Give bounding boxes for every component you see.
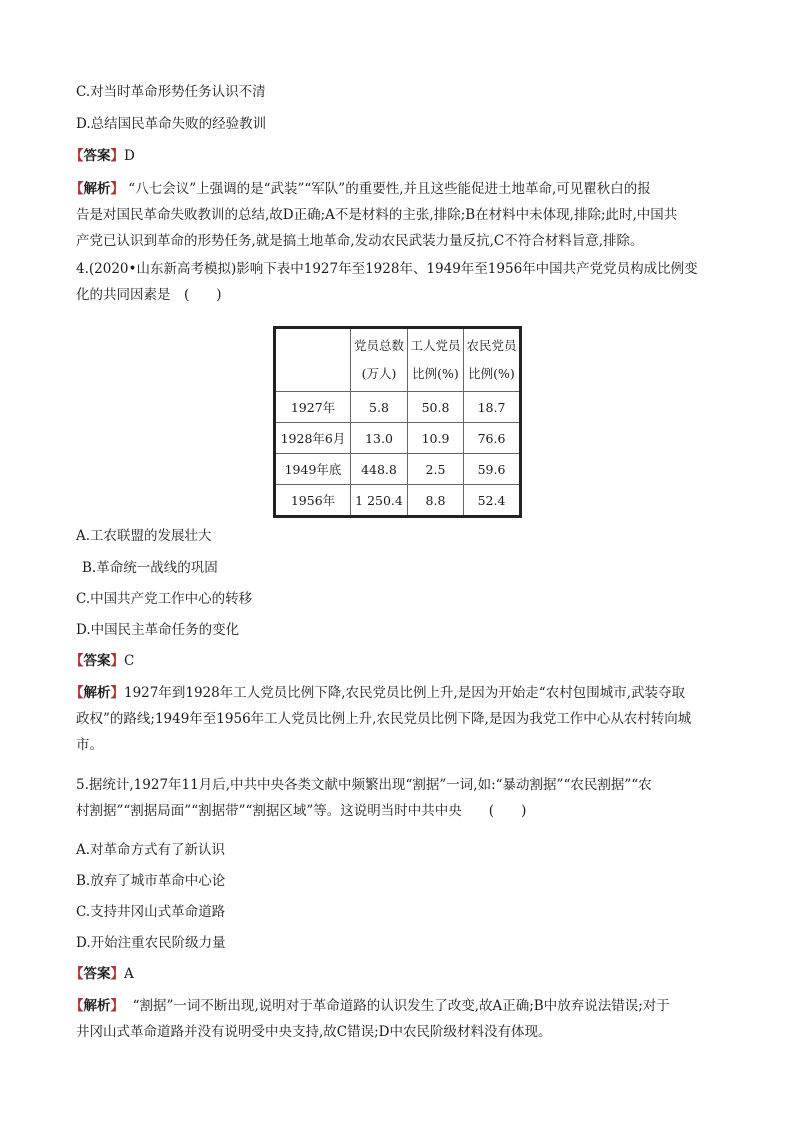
q3-answer: 【答案】D [70, 148, 135, 164]
table-row [275, 485, 521, 517]
table-cell: 1927年 [275, 392, 351, 423]
analysis-line: 1927年到1928年工人党员比例下降,农民党员比例上升,是因为开始走“农村包围城市,武装夺取 [124, 685, 685, 701]
q5-analysis: 【解析】 “割据”一词不断出现,说明对于革命道路的认识发生了改变,故A正确;B中放弃说法错误;对于 井冈山式革命道路并没有说明受中央支持,故C错误;D中农民阶级材料没有体现。 [70, 993, 710, 1045]
question-stem-line: 5.据统计,1927年11月后,中共中央各类文献中频繁出现“割据”一词,如:“暴动割据”“农民割据”“农 [76, 777, 652, 793]
q5-answer: 【答案】A [70, 966, 134, 982]
analysis-line: “八七会议”上强调的是“武装”“军队”的重要性,并且这些能促进土地革命,可见瞿秋白的报 [128, 181, 651, 197]
table-cell: 1928年6月 [275, 423, 351, 454]
answer-label: 答案 [83, 148, 111, 164]
analysis-line: 告是对国民革命失败教训的总结,故D正确;A不是材料的主张,排除;B在材料中未体现,排除;此时,中国共 [76, 207, 678, 223]
analysis-label: 解析 [83, 181, 111, 197]
q5-option-a: A.对革命方式有了新认识 [76, 842, 226, 858]
table-cell: 76.6 [464, 423, 521, 454]
q3-option-c: C.对当时革命形势任务认识不清 [76, 84, 266, 100]
table-row [275, 392, 521, 423]
question-stem-line: 村割据”“割据局面”“割据带”“割据区域”等。这说明当时中共中央 ( ) [76, 803, 527, 819]
table-cell: 1 250.4 [351, 485, 408, 517]
q5-option-b: B.放弃了城市革命中心论 [76, 873, 226, 889]
table-header-cell [275, 328, 351, 392]
table-cell: 1956年 [275, 485, 351, 517]
table-row [275, 423, 521, 454]
answer-label: 答案 [83, 653, 111, 669]
answer-value: A [124, 966, 134, 982]
analysis-label: 解析 [83, 998, 111, 1014]
q4-stem [76, 256, 716, 308]
table-cell: 1949年底 [275, 454, 351, 485]
table-cell: 52.4 [464, 485, 521, 517]
q3-option-d: D.总结国民革命失败的经验教训 [76, 116, 267, 132]
analysis-line: 井冈山式革命道路并没有说明受中央支持,故C错误;D中农民阶级材料没有体现。 [76, 1024, 552, 1040]
analysis-label: 解析 [83, 685, 111, 701]
answer-value: D [124, 148, 135, 164]
table-cell: 18.7 [464, 392, 521, 423]
party-member-table [273, 326, 522, 518]
table-cell: 10.9 [408, 423, 464, 454]
table-cell: 13.0 [351, 423, 408, 454]
analysis-line: 政权”的路线;1949年至1956年工人党员比例上升,农民党员比例下降,是因为我党工作中心从农村转向城 [76, 711, 692, 727]
q5-option-c: C.支持井冈山式革命道路 [76, 904, 226, 920]
table-header-cell: 工人党员 比例(%) [408, 328, 464, 392]
q4-option-c: C.中国共产党工作中心的转移 [76, 591, 253, 607]
analysis-line: 产党已认识到革命的形势任务,就是搞土地革命,发动农民武装力量反抗,C不符合材料旨意,排除。 [76, 233, 644, 249]
q4-option-d: D.中国民主革命任务的变化 [76, 622, 240, 638]
table-cell: 5.8 [351, 392, 408, 423]
table-cell: 2.5 [408, 454, 464, 485]
answer-label: 答案 [83, 966, 111, 982]
table-cell: 50.8 [408, 392, 464, 423]
question-stem-line: 4.(2020•山东新高考模拟)影响下表中1927年至1928年、1949年至1956年中国共产党党员构成比例变 [76, 261, 698, 277]
answer-value: C [124, 653, 135, 669]
table-cell: 8.8 [408, 485, 464, 517]
analysis-line: 市。 [76, 737, 103, 753]
q5-option-d: D.开始注重农民阶级力量 [76, 935, 226, 951]
question-stem-line: 化的共同因素是 ( ) [76, 287, 222, 303]
table-row [275, 454, 521, 485]
table-cell: 448.8 [351, 454, 408, 485]
table-header-cell: 党员总数 (万人) [351, 328, 408, 392]
q3-analysis: 【解析】 “八七会议”上强调的是“武装”“军队”的重要性,并且这些能促进土地革命,可见瞿秋白的报 告是对国民革命失败教训的总结,故D正确;A不是材料的主张,排除;B在材料中未体现,排除;此时,中国共 产党已认识到革命的形势任务,就是搞土地革命,发动农民武装力量反抗,C不符合材料旨意,排除。 [70, 176, 710, 254]
q4-answer: 【答案】C [70, 653, 135, 669]
q4-option-a: A.工农联盟的发展壮大 [76, 528, 212, 544]
analysis-line: “割据”一词不断出现,说明对于革命道路的认识发生了改变,故A正确;B中放弃说法错误;对于 [132, 998, 670, 1014]
table-header-cell: 农民党员 比例(%) [464, 328, 521, 392]
q4-option-b: B.革命统一战线的巩固 [82, 560, 218, 576]
q4-analysis: 【解析】1927年到1928年工人党员比例下降,农民党员比例上升,是因为开始走“农村包围城市,武装夺取 政权”的路线;1949年至1956年工人党员比例上升,农民党员比例下降,是因为我党工作中心从农村转向城 市。 [70, 680, 710, 758]
table-header-row [275, 328, 521, 392]
q5-stem [76, 772, 716, 824]
table-cell: 59.6 [464, 454, 521, 485]
